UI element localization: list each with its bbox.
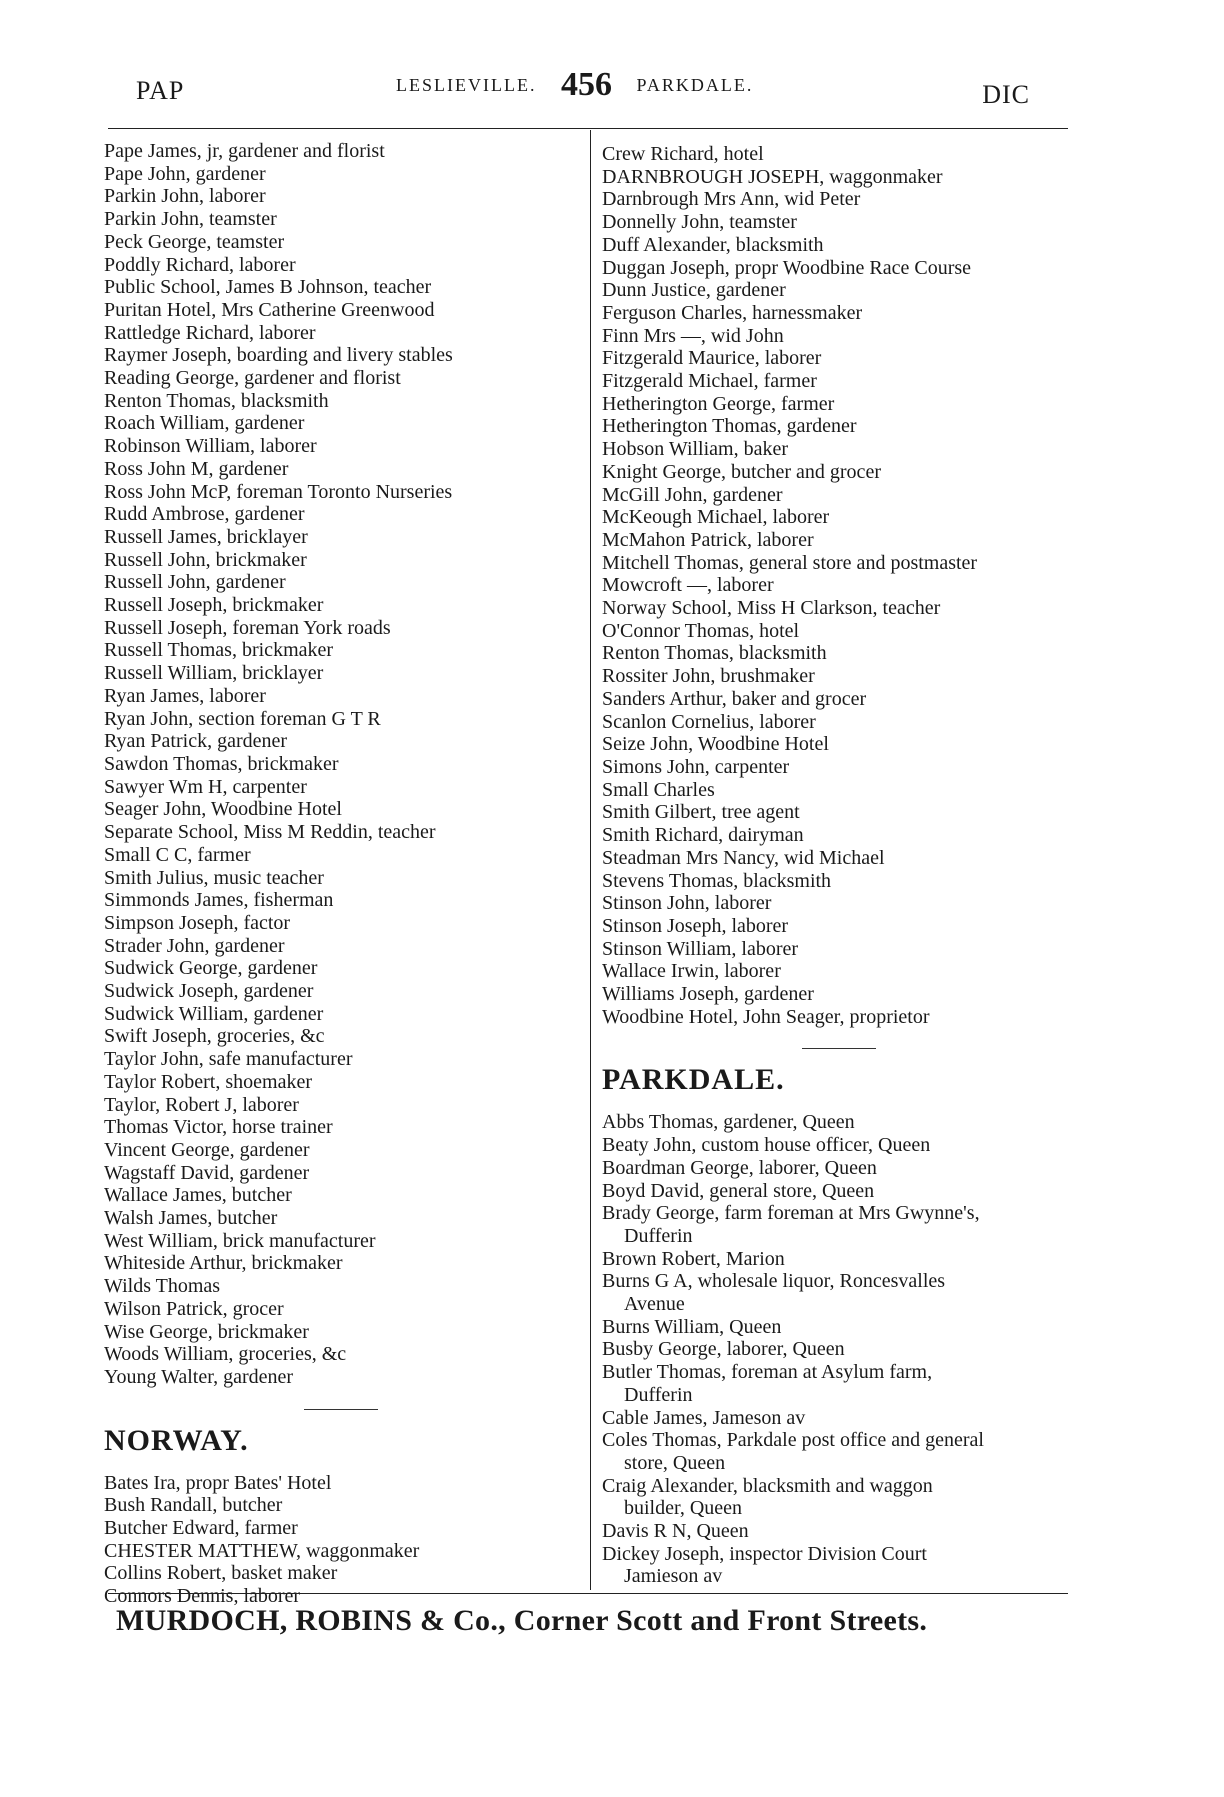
parkdale-heading: PARKDALE. [602, 1063, 785, 1097]
directory-entry: Separate School, Miss M Reddin, teacher [104, 821, 436, 844]
directory-entry: Wilds Thomas [104, 1275, 221, 1298]
directory-entry: Steadman Mrs Nancy, wid Michael [602, 846, 885, 869]
directory-entry: Wise George, brickmaker [104, 1320, 309, 1343]
directory-entry: Wagstaff David, gardener [104, 1161, 310, 1184]
entry-text: Butler Thomas, foreman at Asylum farm, [602, 1361, 933, 1384]
directory-entry [602, 1316, 1072, 1339]
entry-text: Brown Robert, Marion [602, 1247, 785, 1270]
directory-entry [602, 1134, 1072, 1157]
directory-entry: Thomas Victor, horse trainer [104, 1116, 333, 1139]
entry-continuation: builder, Queen [624, 1497, 743, 1520]
directory-entry: Russell Thomas, brickmaker [104, 639, 334, 662]
directory-entry: McGill John, gardener [602, 483, 783, 506]
directory-entry: Sudwick George, gardener [104, 957, 318, 980]
directory-entry: Swift Joseph, groceries, &c [104, 1025, 325, 1048]
directory-entry: Sawyer Wm H, carpenter [104, 775, 307, 798]
entry-text: Coles Thomas, Parkdale post office and general [602, 1429, 984, 1452]
directory-entry: Reading George, gardener and florist [104, 367, 401, 390]
directory-entry: Russell Joseph, brickmaker [104, 594, 324, 617]
directory-entry [602, 1520, 1072, 1543]
directory-entry [602, 1475, 1072, 1520]
directory-entry: Walsh James, butcher [104, 1207, 278, 1230]
directory-entry: Roach William, gardener [104, 412, 305, 435]
directory-entry: Pape John, gardener [104, 162, 266, 185]
directory-entry: Mitchell Thomas, general store and postmaster [602, 551, 978, 574]
directory-entry: West William, brick manufacturer [104, 1229, 376, 1252]
directory-entry: Sudwick William, gardener [104, 1002, 324, 1025]
directory-entry: Raymer Joseph, boarding and livery stables [104, 344, 453, 367]
directory-entry: Ryan Patrick, gardener [104, 730, 288, 753]
directory-entry: Simmonds James, fisherman [104, 889, 334, 912]
directory-entry: Smith Gilbert, tree agent [602, 801, 800, 824]
directory-entry: Mowcroft —, laborer [602, 574, 774, 597]
directory-entry [602, 1202, 1072, 1247]
directory-entry: Bates Ira, propr Bates' Hotel [104, 1471, 332, 1494]
directory-entry [602, 1111, 1072, 1134]
entry-text: Beaty John, custom house officer, Queen [602, 1134, 931, 1157]
directory-entry: Parkin John, laborer [104, 185, 266, 208]
column-divider [590, 130, 591, 1590]
directory-entry [602, 1157, 1072, 1180]
entry-text: Brady George, farm foreman at Mrs Gwynne's, [602, 1202, 980, 1225]
directory-entry: Poddly Richard, laborer [104, 253, 296, 276]
directory-entry: McKeough Michael, laborer [602, 506, 830, 529]
header-center [396, 66, 753, 104]
directory-entry: Wallace James, butcher [104, 1184, 292, 1207]
directory-entry: Finn Mrs —, wid John [602, 324, 784, 347]
entry-text: Craig Alexander, blacksmith and waggon [602, 1474, 933, 1497]
directory-entry: Norway School, Miss H Clarkson, teacher [602, 597, 941, 620]
directory-entry: Woods William, groceries, &c [104, 1343, 347, 1366]
directory-entry: O'Connor Thomas, hotel [602, 619, 800, 642]
footer-rule [108, 1593, 1068, 1594]
directory-entry: Taylor Robert, shoemaker [104, 1070, 312, 1093]
directory-entry: Taylor, Robert J, laborer [104, 1093, 299, 1116]
directory-entry: McMahon Patrick, laborer [602, 528, 814, 551]
directory-entry [602, 1361, 1072, 1406]
entry-text: Dickey Joseph, inspector Division Court [602, 1542, 927, 1565]
left-column [104, 140, 584, 1608]
directory-entry: Rossiter John, brushmaker [602, 665, 815, 688]
directory-entry [602, 1429, 1072, 1474]
header-left-guide: PAP [136, 76, 185, 105]
directory-entry: CHESTER MATTHEW, waggonmaker [104, 1539, 420, 1562]
page-number: 456 [560, 66, 612, 103]
directory-entry: Williams Joseph, gardener [602, 983, 814, 1006]
directory-entry: Crew Richard, hotel [602, 143, 764, 165]
directory-entry: Renton Thomas, blacksmith [104, 389, 329, 412]
directory-entry: Knight George, butcher and grocer [602, 460, 881, 483]
directory-entry: Stinson William, laborer [602, 937, 799, 960]
directory-entry: Russell William, bricklayer [104, 662, 324, 685]
directory-entry: Ryan James, laborer [104, 684, 266, 707]
directory-entry: Strader John, gardener [104, 934, 285, 957]
directory-entry: Rudd Ambrose, gardener [104, 503, 305, 526]
entry-text: Cable James, Jameson av [602, 1406, 806, 1429]
right-column [602, 143, 1072, 1588]
entry-text: Abbs Thomas, gardener, Queen [602, 1111, 855, 1134]
directory-entry: Taylor John, safe manufacturer [104, 1048, 353, 1071]
directory-entry: Sanders Arthur, baker and grocer [602, 687, 867, 710]
directory-entry: Vincent George, gardener [104, 1138, 310, 1161]
directory-entry: Donnelly John, teamster [602, 211, 797, 234]
directory-entry: DARNBROUGH JOSEPH, waggonmaker [602, 165, 943, 188]
page-header [108, 66, 1058, 116]
directory-entry [602, 1338, 1072, 1361]
directory-entry: Hetherington Thomas, gardener [602, 415, 857, 438]
directory-entry: Fitzgerald Michael, farmer [602, 370, 817, 393]
advertisement-footer: MURDOCH, ROBINS & Co., Corner Scott and Front Streets. [116, 1604, 928, 1637]
directory-entry: Russell James, bricklayer [104, 525, 308, 548]
leslieville-entries-left [104, 140, 584, 1389]
directory-entry: Connors Dennis, laborer [104, 1585, 301, 1608]
directory-entry: Dunn Justice, gardener [602, 279, 786, 302]
directory-entry [602, 1270, 1072, 1315]
header-rule [108, 128, 1068, 129]
directory-entry [602, 1407, 1072, 1430]
entry-continuation: Avenue [624, 1293, 685, 1316]
directory-entry: Stinson John, laborer [602, 892, 772, 915]
directory-entry: Hetherington George, farmer [602, 392, 835, 415]
header-locality-left: LESLIEVILLE. [396, 74, 537, 95]
norway-entries [104, 1472, 584, 1608]
directory-entry: Stevens Thomas, blacksmith [602, 869, 832, 892]
directory-entry: Russell Joseph, foreman York roads [104, 616, 391, 639]
directory-entry: Duggan Joseph, propr Woodbine Race Course [602, 256, 972, 279]
directory-entry: Sawdon Thomas, brickmaker [104, 752, 339, 775]
directory-entry: Small C C, farmer [104, 843, 251, 866]
directory-entry: Russell John, gardener [104, 571, 286, 594]
directory-entry: Smith Richard, dairyman [602, 824, 804, 847]
directory-entry: Robinson William, laborer [104, 435, 317, 458]
entry-continuation: Jamieson av [624, 1565, 723, 1588]
directory-entry: Peck George, teamster [104, 230, 285, 253]
directory-entry: Parkin John, teamster [104, 208, 277, 231]
directory-entry: Woodbine Hotel, John Seager, proprietor [602, 1005, 930, 1028]
directory-entry: Bush Randall, butcher [104, 1494, 283, 1517]
directory-entry: Simpson Joseph, factor [104, 911, 291, 934]
entry-text: Burns G A, wholesale liquor, Roncesvalles [602, 1270, 946, 1293]
entry-continuation: store, Queen [624, 1451, 726, 1474]
directory-entry [602, 1543, 1072, 1588]
norway-entries-right [602, 143, 1072, 1028]
entry-text: Boyd David, general store, Queen [602, 1179, 875, 1202]
entry-continuation: Dufferin [624, 1383, 693, 1406]
directory-entry: Ross John M, gardener [104, 457, 289, 480]
entry-text: Davis R N, Queen [602, 1520, 749, 1543]
directory-entry: Ross John McP, foreman Toronto Nurseries [104, 480, 453, 503]
directory-entry: Small Charles [602, 778, 715, 801]
directory-entry: Darnbrough Mrs Ann, wid Peter [602, 188, 861, 211]
directory-entry: Ferguson Charles, harnessmaker [602, 301, 863, 324]
directory-entry: Seize John, Woodbine Hotel [602, 733, 829, 756]
directory-entry: Wallace Irwin, laborer [602, 960, 781, 983]
norway-heading: NORWAY. [104, 1423, 249, 1457]
header-locality-right: PARKDALE. [636, 74, 754, 95]
directory-entry: Public School, James B Johnson, teacher [104, 276, 432, 299]
directory-entry: Collins Robert, basket maker [104, 1562, 338, 1585]
entry-text: Burns William, Queen [602, 1315, 782, 1338]
directory-entry [602, 1180, 1072, 1203]
directory-entry: Rattledge Richard, laborer [104, 321, 316, 344]
directory-entry: Sudwick Joseph, gardener [104, 980, 314, 1003]
directory-entry: Young Walter, gardener [104, 1365, 294, 1388]
parkdale-entries [602, 1111, 1072, 1588]
entry-text: Busby George, laborer, Queen [602, 1338, 845, 1361]
directory-entry: Renton Thomas, blacksmith [602, 642, 827, 665]
entry-text: Boardman George, laborer, Queen [602, 1156, 877, 1179]
directory-entry [602, 1248, 1072, 1271]
directory-entry: Butcher Edward, farmer [104, 1517, 298, 1540]
directory-entry: Ryan John, section foreman G T R [104, 707, 381, 730]
header-right-guide: DIC [982, 80, 1030, 109]
directory-entry: Hobson William, baker [602, 438, 789, 461]
directory-entry: Whiteside Arthur, brickmaker [104, 1252, 343, 1275]
directory-entry: Fitzgerald Maurice, laborer [602, 347, 822, 370]
section-separator [304, 1409, 378, 1410]
directory-entry: Puritan Hotel, Mrs Catherine Greenwood [104, 298, 435, 321]
directory-entry: Simons John, carpenter [602, 755, 790, 778]
section-separator [802, 1048, 876, 1049]
directory-entry: Smith Julius, music teacher [104, 866, 324, 889]
directory-entry: Wilson Patrick, grocer [104, 1297, 284, 1320]
directory-entry: Stinson Joseph, laborer [602, 914, 789, 937]
directory-entry: Pape James, jr, gardener and florist [104, 140, 385, 162]
directory-entry: Scanlon Cornelius, laborer [602, 710, 816, 733]
entry-continuation: Dufferin [624, 1224, 693, 1247]
directory-entry: Russell John, brickmaker [104, 548, 307, 571]
directory-entry: Seager John, Woodbine Hotel [104, 798, 342, 821]
directory-entry: Duff Alexander, blacksmith [602, 233, 824, 256]
